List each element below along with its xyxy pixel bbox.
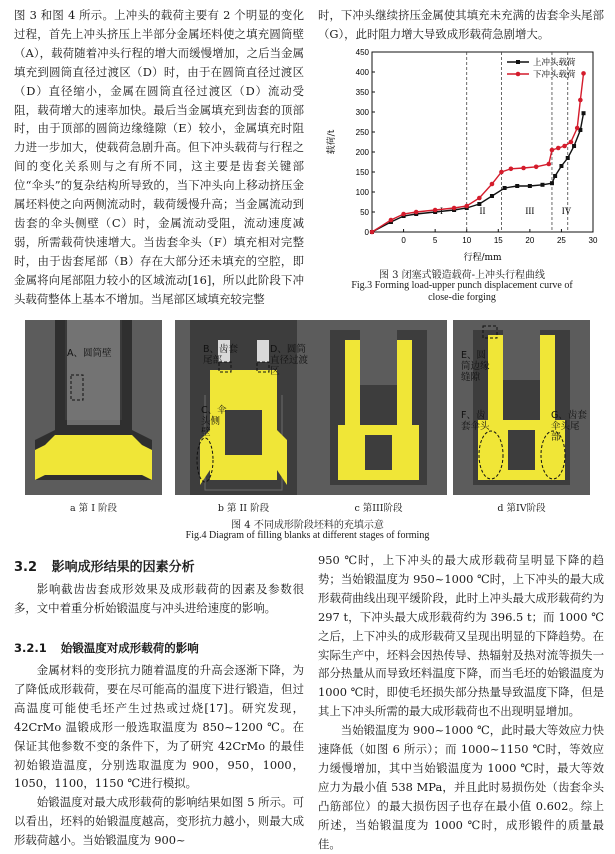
stage-label: II: [479, 206, 486, 216]
annotation-d3: G、齿套伞头尾部: [551, 410, 587, 443]
panel-d-diagram: [453, 320, 590, 495]
y-axis-label: 载荷/t: [327, 129, 337, 155]
paragraph-left-top: 图 3 和图 4 所示。上冲头的载荷主要有 2 个明显的变化过程，首先上冲头挤压上半部分金属坯料使之填充圆筒壁（A），载荷随着冲头行程的增大而缓慢增加，之后当金属填充到圆筒直径过渡区（D）时，由于在圆筒直径过渡区（D）直径缩小，金属在圆筒直径过渡区（D）流动受阻，载荷增大的速率加快。最后当金属填充到齿套的顶部时，由于顶部的圆筒边缘缝隙（E）较小，金属填充时阻力进一步加大，使载荷急剧升高。但下冲头载荷与行程之间的变化关系则与之有所不同，这主要是齿套关键部位“伞头”的复杂结构所导致的，当下冲头向上移动挤压金属坯料使之向两侧流动时，载荷缓慢升高；当金属流动到齿套的伞头侧壁（C）时，金属流动受阻，流动速度减弱，所需载荷快速增大。当齿套伞头（F）填充相对完整时，由于齿套尾部（B）存在大部分还未填充的空腔，即金属将向尾部阻力较小的区域流动[16]，所以此阶段下冲头载荷整体上基本不增加。当尾部区域填充较完整: [14, 8, 304, 306]
x-tick-label: 0: [401, 236, 406, 245]
data-point: [389, 218, 394, 223]
data-point: [370, 230, 375, 235]
data-point: [550, 181, 554, 185]
x-tick-label: 5: [432, 236, 438, 245]
data-point: [499, 170, 504, 175]
y-tick-label: 300: [355, 108, 369, 117]
section-3-2-number: 3.2: [14, 560, 38, 575]
data-point: [433, 208, 438, 213]
section-3-2-1-title: 始锻温度对成形载荷的影响: [60, 641, 199, 655]
section-3-2-1-number: 3.2.1: [14, 641, 47, 655]
panel-a-label: a 第 I 阶段: [70, 503, 117, 514]
data-point: [556, 146, 561, 151]
data-point: [572, 144, 576, 148]
section-3-2-1-paragraph-1: 金属材料的变形抗力随着温度的升高会逐渐下降，为了降低成形载荷，要在尽可能高的温度下进行锻造，但过高温度可能使毛坯产生过热或过烧[17]。研究发现，42CrMo 温锻成形一般选取温度为 850~1200 ℃。在保证其他参数不变的条件下，为了研究 42CrMo 的最佳初始锻造温度，分别选取温度为 900，950，1000，1050，1100，1150 ℃进行模拟。: [14, 663, 304, 791]
panel-c-diagram: [310, 320, 447, 495]
x-tick-label: 10: [462, 236, 472, 245]
panel-a: [25, 320, 162, 495]
data-point: [477, 196, 482, 201]
annotation-d1: E、圆筒边缘缝隙: [461, 350, 490, 383]
figure-3-caption-en-2: close-die forging: [428, 292, 496, 303]
y-tick-label: 250: [355, 128, 369, 137]
x-tick-label: 20: [525, 236, 535, 245]
x-axis-label: 行程/mm: [463, 253, 502, 263]
annotation-b2: C、伞头侧壁: [201, 405, 227, 438]
legend-label: 下冲头载荷: [533, 70, 576, 80]
legend-marker: [516, 60, 520, 64]
data-point: [547, 162, 552, 167]
data-point: [559, 164, 563, 168]
y-tick-label: 50: [360, 208, 369, 217]
data-point: [509, 167, 514, 172]
data-point: [550, 148, 555, 153]
data-point: [464, 204, 469, 209]
data-point: [553, 174, 557, 178]
x-tick-label: 25: [556, 236, 566, 245]
data-point: [401, 212, 406, 217]
panel-a-diagram: [25, 320, 162, 495]
right-column-top: [318, 6, 604, 44]
panel-c-label: c 第III阶段: [354, 503, 403, 514]
data-point: [521, 166, 526, 171]
legend-marker: [516, 72, 521, 77]
data-point: [477, 202, 481, 206]
right-column-bottom: [318, 551, 604, 854]
annotation-a: A、圆筒壁: [67, 348, 112, 359]
section-3-2-heading: [14, 556, 304, 575]
y-tick-label: 0: [364, 228, 369, 237]
data-point: [452, 206, 457, 211]
figure-3: [320, 46, 605, 266]
data-point: [582, 111, 586, 115]
panel-d-label: d 第IV阶段: [497, 503, 546, 514]
y-tick-label: 400: [355, 68, 369, 77]
y-tick-label: 200: [355, 148, 369, 157]
left-column-top: [14, 6, 304, 309]
data-point: [581, 71, 586, 76]
y-tick-label: 350: [355, 88, 369, 97]
y-tick-label: 150: [355, 168, 369, 177]
figure-3-caption-en-1: Fig.3 Forming load-upper punch displacement curve of: [351, 280, 573, 291]
data-point: [528, 184, 532, 188]
annotation-b3: D、圆筒直径过渡区: [270, 344, 309, 377]
paragraph-right-top: 时，下冲头继续挤压金属使其填充未充满的齿套伞头尾部（G），此时阻力增大导致成形载荷急剧增大。: [318, 8, 604, 41]
data-point: [569, 140, 574, 145]
paragraph-right-bottom-1: 950 ℃时，上下冲头的最大成形载荷呈明显下降的趋势；当始锻温度为 950~1000 ℃时，上下冲头的最大成形载荷曲线出现平缓阶段，此时上冲头最大成形载荷约为 297 t，下冲头最大成形载荷约为 396.5 t；而 1000 ℃之后，上下冲头的成形载荷又呈现出明显的下降趋势。在实际生产中，坯料会因热传导、热辐射及热对流等损失一部分热量从而导致坯料温度下降，而当毛坯的始锻温度为 1000 ℃时，即使毛坯损失部分热量导致温度下降，但是其上下冲头所需的最大成形载荷也不出现明显增加。: [318, 553, 604, 719]
data-point: [578, 98, 583, 103]
data-point: [490, 182, 495, 187]
x-tick-label: 15: [493, 236, 503, 245]
paragraph-right-bottom-2: 当始锻温度为 900~1000 ℃，此时最大等效应力快速降低（如图 6 所示）；而 1000~1150 ℃时，等效应力缓慢增加，其中当始锻温度为 1000 ℃时，最大等效应力为最小值 538 MPa，并且此时易损伤处（齿套伞头凸筋部位）的最大损伤因子也存在最小值 0.602。综上所述，当始锻温度为 1000 ℃时，成形锻件的质量最佳。: [318, 723, 604, 851]
section-3-2-paragraph: 影响截齿齿套成形效果及成形载荷的因素及参数很多，文中着重分析始锻温度与冲头进给速度的影响。: [14, 582, 304, 615]
data-point: [503, 186, 507, 190]
stage-label: III: [525, 206, 535, 216]
section-3-2-1-heading: [14, 640, 304, 656]
legend-label: 上冲头载荷: [533, 58, 576, 68]
y-tick-label: 100: [355, 188, 369, 197]
data-point: [575, 126, 580, 131]
panel-d: [453, 320, 590, 495]
load-displacement-chart: [320, 46, 605, 266]
section-3-2-1-paragraph-2: 始锻温度对最大成形载荷的影响结果如图 5 所示。可以看出，坯料的始锻温度越高，变形抗力越小，则最大成形载荷越小。当始锻温度为 900~: [14, 795, 304, 848]
y-tick-label: 450: [355, 48, 369, 57]
figure-4-caption-zh: 图 4 不同成形阶段坯料的充填示意: [231, 520, 384, 531]
stage-label: IV: [561, 206, 572, 216]
data-point: [562, 144, 567, 149]
panel-b: [175, 320, 312, 495]
data-point: [566, 156, 570, 160]
panel-b-label: b 第 II 阶段: [217, 503, 270, 514]
data-point: [414, 210, 419, 215]
annotation-d2: F、齿套伞头: [461, 410, 490, 432]
stage-label: I: [439, 206, 443, 216]
x-tick-label: 30: [588, 236, 598, 245]
figure-4-caption-en: Fig.4 Diagram of filling blanks at different stages of forming: [185, 530, 430, 541]
panel-c: [310, 320, 447, 495]
figure-4: [0, 310, 615, 545]
data-point: [540, 183, 544, 187]
section-3-2-title: 影响成形结果的因素分析: [51, 560, 195, 575]
section-3-2-body: [14, 580, 304, 618]
data-point: [534, 165, 539, 170]
data-point: [490, 194, 494, 198]
figure-3-caption-zh: 图 3 闭塞式锻造载荷-上冲头行程曲线: [378, 270, 546, 281]
data-point: [515, 184, 519, 188]
section-3-2-1-body: [14, 661, 304, 850]
annotation-b1: B、齿套尾部: [203, 344, 239, 366]
